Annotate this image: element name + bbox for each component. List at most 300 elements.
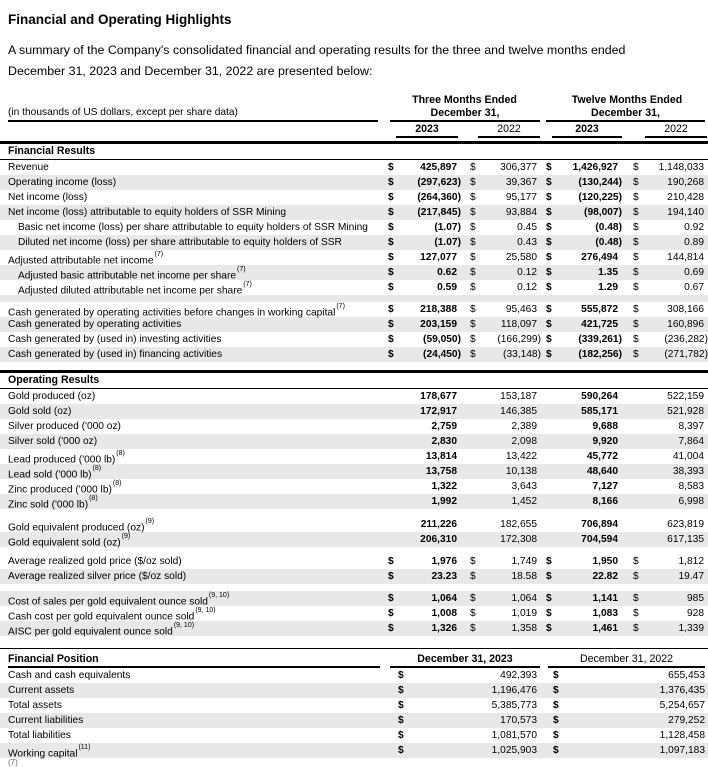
value-cell: 617,135 bbox=[667, 534, 704, 545]
footnote-cutoff: (7) bbox=[8, 758, 18, 767]
dollar-sign: $ bbox=[546, 623, 552, 634]
year-column-header: 2023 bbox=[396, 124, 458, 138]
value-cell: 41,004 bbox=[672, 451, 704, 462]
period-group-three-months: Three Months Ended bbox=[412, 94, 517, 106]
dollar-sign bbox=[470, 532, 486, 550]
dollar-sign: $ bbox=[633, 556, 639, 567]
value-cell: 0.59 bbox=[437, 282, 457, 293]
column-gap bbox=[461, 235, 470, 250]
value-cell: 1,992 bbox=[431, 496, 457, 507]
value-cell: 0.69 bbox=[684, 267, 704, 278]
dollar-sign: $ bbox=[633, 593, 639, 604]
year-column-header: 2023 bbox=[552, 124, 622, 138]
footnote-ref: (9, 10) bbox=[195, 607, 216, 614]
row-label: Revenue bbox=[8, 162, 49, 173]
value-cell: (120,225) bbox=[578, 192, 622, 203]
dollar-sign: $ bbox=[470, 349, 476, 360]
column-gap bbox=[461, 317, 470, 332]
row-label: Operating income (loss) bbox=[8, 177, 117, 188]
column-gap bbox=[461, 569, 470, 584]
dollar-sign: $ bbox=[470, 192, 476, 203]
value-cell: 178,677 bbox=[420, 391, 457, 402]
row-label: Total assets bbox=[8, 700, 62, 711]
value-cell: (339,261) bbox=[578, 334, 622, 345]
dollar-sign: $ bbox=[398, 685, 404, 696]
dollar-sign bbox=[470, 389, 486, 404]
column-gap bbox=[461, 389, 470, 404]
dollar-sign: $ bbox=[633, 222, 639, 233]
intro-text bbox=[8, 40, 708, 82]
table-row bbox=[0, 698, 708, 713]
value-cell: 2,759 bbox=[431, 421, 457, 432]
value-cell: (0.48) bbox=[595, 237, 622, 248]
table-row bbox=[0, 302, 708, 317]
value-cell: 704,594 bbox=[581, 534, 618, 545]
table-row bbox=[0, 347, 708, 362]
dollar-sign: $ bbox=[546, 349, 552, 360]
value-cell: 19.47 bbox=[678, 571, 704, 582]
dollar-sign: $ bbox=[470, 319, 476, 330]
value-cell: 0.67 bbox=[684, 282, 704, 293]
value-cell: 5,254,657 bbox=[659, 700, 705, 711]
dollar-sign: $ bbox=[388, 334, 394, 345]
dollar-sign: $ bbox=[546, 192, 552, 203]
dollar-sign: $ bbox=[470, 571, 476, 582]
row-label: Cash generated by (used in) investing activities bbox=[8, 334, 222, 345]
column-gap bbox=[622, 389, 633, 404]
dollar-sign bbox=[633, 389, 649, 404]
period-subtitle: December 31, bbox=[390, 107, 540, 122]
value-cell: 5,385,773 bbox=[491, 700, 537, 711]
value-cell: (236,282) bbox=[664, 334, 708, 345]
value-cell: 1,812 bbox=[678, 556, 704, 567]
table-row bbox=[0, 220, 708, 235]
value-cell: 421,725 bbox=[581, 319, 618, 330]
dollar-sign: $ bbox=[633, 162, 639, 173]
value-cell: 210,428 bbox=[667, 192, 704, 203]
value-cell: 7,127 bbox=[592, 481, 618, 492]
row-label: Cost of sales per gold equivalent ounce sold$^{(9, 10)}$ bbox=[8, 592, 230, 608]
financial-position-header bbox=[0, 648, 708, 668]
table-row bbox=[0, 591, 708, 606]
dollar-sign: $ bbox=[553, 715, 559, 726]
period-group-row bbox=[0, 94, 708, 107]
value-cell: 308,166 bbox=[667, 304, 704, 315]
value-cell: 1,081,570 bbox=[491, 730, 537, 741]
dollar-sign: $ bbox=[388, 222, 394, 233]
dollar-sign: $ bbox=[388, 237, 394, 248]
table-row bbox=[0, 494, 708, 509]
row-label: Adjusted diluted attributable net income per share$^{(7)}$ bbox=[18, 281, 252, 297]
dollar-sign: $ bbox=[388, 252, 394, 263]
dollar-sign: $ bbox=[546, 207, 552, 218]
table-row bbox=[0, 728, 708, 743]
value-cell: 1,452 bbox=[511, 496, 537, 507]
dollar-sign: $ bbox=[470, 334, 476, 345]
column-gap bbox=[537, 698, 553, 713]
row-label: Gold equivalent sold (oz)$^{(9)}$ bbox=[8, 533, 131, 549]
value-cell: 2,830 bbox=[431, 436, 457, 447]
table-row bbox=[0, 517, 708, 532]
table-header bbox=[0, 94, 708, 138]
dollar-sign: $ bbox=[388, 571, 394, 582]
row-label: Net income (loss) attributable to equity holders of SSR Mining bbox=[8, 207, 287, 218]
dollar-sign: $ bbox=[470, 282, 476, 293]
dollar-sign: $ bbox=[633, 207, 639, 218]
spacer-row bbox=[0, 362, 708, 370]
value-cell: 194,140 bbox=[667, 207, 704, 218]
value-cell: 13,422 bbox=[505, 451, 537, 462]
table-row bbox=[0, 479, 708, 494]
value-cell: 1.35 bbox=[598, 267, 618, 278]
value-cell: (1.07) bbox=[434, 222, 461, 233]
footnote-ref: (8) bbox=[92, 465, 102, 472]
row-label: Lead produced ('000 lb)$^{(8)}$ bbox=[8, 450, 125, 466]
dollar-sign: $ bbox=[470, 623, 476, 634]
section-header: Financial Results bbox=[0, 141, 708, 160]
column-gap bbox=[537, 668, 553, 683]
value-cell: 0.45 bbox=[517, 222, 537, 233]
dollar-sign bbox=[388, 494, 404, 512]
value-cell: 13,814 bbox=[425, 451, 457, 462]
value-cell: 160,896 bbox=[667, 319, 704, 330]
dollar-sign: $ bbox=[470, 593, 476, 604]
footnote-ref: (9, 10) bbox=[173, 622, 195, 629]
footnote-ref: (7) bbox=[243, 281, 252, 288]
page-title: Financial and Operating Highlights bbox=[8, 12, 232, 27]
value-cell: 9,688 bbox=[592, 421, 618, 432]
value-cell: 522,159 bbox=[667, 391, 704, 402]
table-row bbox=[0, 160, 708, 175]
row-label: Adjusted basic attributable net income per share$^{(7)}$ bbox=[18, 266, 246, 282]
dollar-sign: $ bbox=[388, 349, 394, 360]
value-cell: 1,976 bbox=[431, 556, 457, 567]
value-cell: 127,077 bbox=[420, 252, 457, 263]
fp-col-header: December 31, 2022 bbox=[548, 652, 705, 668]
value-cell: (59,050) bbox=[423, 334, 461, 345]
row-label: Average realized gold price ($/oz sold) bbox=[8, 556, 182, 567]
value-cell: 38,393 bbox=[672, 466, 704, 477]
dollar-sign: $ bbox=[398, 715, 404, 726]
value-cell: 985 bbox=[687, 593, 704, 604]
dollar-sign: $ bbox=[470, 267, 476, 278]
column-gap bbox=[622, 569, 633, 584]
column-gap bbox=[537, 683, 553, 698]
value-cell: 48,640 bbox=[586, 466, 618, 477]
row-label: Silver produced ('000 oz) bbox=[8, 421, 121, 432]
value-cell: 492,393 bbox=[500, 670, 537, 681]
column-gap bbox=[622, 419, 633, 434]
value-cell: (0.48) bbox=[595, 222, 622, 233]
dollar-sign: $ bbox=[633, 267, 639, 278]
dollar-sign: $ bbox=[470, 304, 476, 315]
dollar-sign: $ bbox=[546, 237, 552, 248]
dollar-sign: $ bbox=[398, 745, 404, 756]
value-cell: 1,064 bbox=[431, 593, 457, 604]
value-cell: 8,583 bbox=[678, 481, 704, 492]
value-cell: (271,782) bbox=[664, 349, 708, 360]
footnote-ref: (9) bbox=[121, 533, 131, 540]
dollar-sign: $ bbox=[388, 177, 394, 188]
value-cell: 1,141 bbox=[592, 593, 618, 604]
row-label: Cash generated by (used in) financing activities bbox=[8, 349, 223, 360]
table-row bbox=[0, 250, 708, 265]
dollar-sign bbox=[633, 532, 649, 550]
dollar-sign: $ bbox=[553, 730, 559, 741]
value-cell: 1,339 bbox=[678, 623, 704, 634]
value-cell: (24,450) bbox=[423, 349, 461, 360]
financial-position-body bbox=[0, 668, 708, 758]
column-gap bbox=[622, 532, 633, 550]
column-gap bbox=[461, 532, 470, 550]
table-row bbox=[0, 449, 708, 464]
column-gap bbox=[622, 317, 633, 332]
value-cell: 0.62 bbox=[437, 267, 457, 278]
dollar-sign: $ bbox=[470, 237, 476, 248]
value-cell: 1,376,435 bbox=[659, 685, 705, 696]
dollar-sign: $ bbox=[388, 162, 394, 173]
column-gap bbox=[461, 419, 470, 434]
column-gap bbox=[461, 160, 470, 175]
dollar-sign: $ bbox=[388, 623, 394, 634]
value-cell: 0.92 bbox=[684, 222, 704, 233]
dollar-sign: $ bbox=[553, 685, 559, 696]
dollar-sign: $ bbox=[546, 608, 552, 619]
dollar-sign: $ bbox=[398, 670, 404, 681]
dollar-sign: $ bbox=[546, 319, 552, 330]
column-gap bbox=[537, 728, 553, 743]
column-gap bbox=[622, 554, 633, 569]
table-row bbox=[0, 621, 708, 636]
dollar-sign: $ bbox=[388, 282, 394, 293]
value-cell: 8,397 bbox=[678, 421, 704, 432]
column-gap bbox=[461, 205, 470, 220]
row-label: Total liabilities bbox=[8, 730, 71, 741]
value-cell: (1.07) bbox=[434, 237, 461, 248]
value-cell: 1,196,476 bbox=[491, 685, 537, 696]
column-gap bbox=[622, 404, 633, 419]
dollar-sign: $ bbox=[633, 319, 639, 330]
dollar-sign: $ bbox=[633, 623, 639, 634]
column-gap bbox=[461, 175, 470, 190]
dollar-sign: $ bbox=[633, 571, 639, 582]
column-gap bbox=[461, 434, 470, 449]
value-cell: 1,097,183 bbox=[659, 745, 705, 756]
value-cell: 153,187 bbox=[500, 391, 537, 402]
dollar-sign: $ bbox=[388, 304, 394, 315]
year-columns-row bbox=[0, 124, 708, 138]
value-cell: 623,819 bbox=[667, 519, 704, 530]
period-subtitle: December 31, bbox=[546, 107, 705, 122]
value-cell: 1,148,033 bbox=[658, 162, 704, 173]
column-gap bbox=[622, 494, 633, 512]
dollar-sign: $ bbox=[546, 267, 552, 278]
table-row bbox=[0, 434, 708, 449]
footnote-ref: (9, 10) bbox=[208, 592, 230, 599]
dollar-sign: $ bbox=[470, 222, 476, 233]
footnote-ref: (11) bbox=[78, 744, 91, 751]
footnote-ref: (8) bbox=[89, 495, 98, 502]
value-cell: 1,064 bbox=[511, 593, 537, 604]
footnote-ref: (8) bbox=[116, 450, 125, 457]
value-cell: (182,256) bbox=[578, 349, 622, 360]
dollar-sign: $ bbox=[546, 252, 552, 263]
value-cell: 1,025,903 bbox=[491, 745, 537, 756]
footnote-ref: (7) bbox=[154, 251, 164, 258]
value-cell: (217,845) bbox=[417, 207, 461, 218]
column-gap bbox=[622, 280, 633, 298]
dollar-sign: $ bbox=[546, 222, 552, 233]
row-label: Current assets bbox=[8, 685, 75, 696]
dollar-sign: $ bbox=[398, 730, 404, 741]
footnote-ref: (8) bbox=[112, 480, 122, 487]
table-row bbox=[0, 265, 708, 280]
intro-line-1: A summary of the Company's consolidated financial and operating results for the three and twelve months ended bbox=[8, 43, 626, 57]
column-gap bbox=[461, 621, 470, 639]
table-row bbox=[0, 569, 708, 584]
dollar-sign: $ bbox=[470, 177, 476, 188]
dollar-sign: $ bbox=[388, 608, 394, 619]
table-body bbox=[0, 141, 708, 636]
value-cell: 0.12 bbox=[517, 282, 537, 293]
dollar-sign: $ bbox=[388, 556, 394, 567]
dollar-sign: $ bbox=[546, 282, 552, 293]
dollar-sign: $ bbox=[470, 556, 476, 567]
dollar-sign: $ bbox=[546, 162, 552, 173]
value-cell: 7,864 bbox=[678, 436, 704, 447]
value-cell: 1,426,927 bbox=[572, 162, 618, 173]
dollar-sign bbox=[388, 532, 404, 550]
value-cell: 585,171 bbox=[581, 406, 618, 417]
dollar-sign bbox=[546, 404, 562, 419]
value-cell: 118,097 bbox=[500, 319, 537, 330]
value-cell: 8,166 bbox=[592, 496, 618, 507]
value-cell: 144,814 bbox=[667, 252, 704, 263]
row-label: Basic net income (loss) per share attributable to equity holders of SSR Mining bbox=[18, 222, 368, 233]
dollar-sign: $ bbox=[388, 319, 394, 330]
value-cell: 1,358 bbox=[511, 623, 537, 634]
dollar-sign bbox=[470, 404, 486, 419]
table-row bbox=[0, 175, 708, 190]
dollar-sign bbox=[633, 494, 649, 512]
dollar-sign: $ bbox=[546, 571, 552, 582]
column-gap bbox=[622, 621, 633, 639]
dollar-sign: $ bbox=[633, 349, 639, 360]
column-gap bbox=[461, 220, 470, 235]
value-cell: 276,494 bbox=[581, 252, 618, 263]
column-gap bbox=[461, 190, 470, 205]
column-gap bbox=[537, 743, 553, 761]
dollar-sign: $ bbox=[633, 192, 639, 203]
dollar-sign bbox=[388, 434, 404, 449]
dollar-sign bbox=[388, 419, 404, 434]
value-cell: 9,920 bbox=[592, 436, 618, 447]
column-gap bbox=[461, 332, 470, 347]
value-cell: 25,580 bbox=[505, 252, 537, 263]
dollar-sign: $ bbox=[470, 252, 476, 263]
section-header: Financial Position bbox=[8, 652, 380, 668]
dollar-sign: $ bbox=[470, 608, 476, 619]
row-label: Cash generated by operating activities bbox=[8, 319, 182, 330]
row-label: Net income (loss) bbox=[8, 192, 88, 203]
dollar-sign: $ bbox=[470, 207, 476, 218]
dollar-sign bbox=[470, 434, 486, 449]
table-row bbox=[0, 683, 708, 698]
value-cell: (297,623) bbox=[417, 177, 461, 188]
dollar-sign bbox=[546, 419, 562, 434]
row-label: Current liabilities bbox=[8, 715, 84, 726]
value-cell: 2,098 bbox=[511, 436, 537, 447]
value-cell: 23.23 bbox=[431, 571, 457, 582]
value-cell: 22.82 bbox=[592, 571, 618, 582]
row-label: Working capital$^{(11)}$ bbox=[8, 744, 91, 760]
value-cell: 190,268 bbox=[667, 177, 704, 188]
table-row bbox=[0, 280, 708, 295]
fp-col-header: December 31, 2023 bbox=[390, 652, 540, 668]
value-cell: 306,377 bbox=[500, 162, 537, 173]
row-label: Silver sold ('000 oz) bbox=[8, 436, 98, 447]
unit-note: (in thousands of US dollars, except per share data) bbox=[8, 107, 378, 122]
dollar-sign: $ bbox=[388, 593, 394, 604]
value-cell: 0.43 bbox=[517, 237, 537, 248]
value-cell: 655,453 bbox=[668, 670, 705, 681]
value-cell: 0.89 bbox=[684, 237, 704, 248]
value-cell: 1,749 bbox=[511, 556, 537, 567]
value-cell: 1,461 bbox=[592, 623, 618, 634]
dollar-sign: $ bbox=[633, 237, 639, 248]
value-cell: 425,897 bbox=[420, 162, 457, 173]
table-row bbox=[0, 668, 708, 683]
dollar-sign: $ bbox=[546, 593, 552, 604]
dollar-sign bbox=[388, 389, 404, 404]
column-gap bbox=[622, 235, 633, 250]
dollar-sign: $ bbox=[388, 267, 394, 278]
dollar-sign: $ bbox=[546, 334, 552, 345]
table-row bbox=[0, 190, 708, 205]
dollar-sign: $ bbox=[553, 700, 559, 711]
subheader-row bbox=[0, 107, 708, 122]
dollar-sign bbox=[546, 532, 562, 550]
value-cell: 2,389 bbox=[511, 421, 537, 432]
dollar-sign: $ bbox=[553, 670, 559, 681]
dollar-sign: $ bbox=[633, 177, 639, 188]
dollar-sign: $ bbox=[633, 304, 639, 315]
column-gap bbox=[461, 494, 470, 512]
table-row bbox=[0, 713, 708, 728]
row-label: Gold sold (oz) bbox=[8, 406, 72, 417]
value-cell: 93,884 bbox=[505, 207, 537, 218]
value-cell: (98,007) bbox=[584, 207, 622, 218]
dollar-sign: $ bbox=[470, 162, 476, 173]
value-cell: 590,264 bbox=[581, 391, 618, 402]
value-cell: 18.58 bbox=[511, 571, 537, 582]
dollar-sign: $ bbox=[553, 745, 559, 756]
value-cell: 1,128,458 bbox=[659, 730, 705, 741]
value-cell: 521,928 bbox=[667, 406, 704, 417]
section-header: Operating Results bbox=[0, 370, 708, 389]
dollar-sign: $ bbox=[546, 556, 552, 567]
column-gap bbox=[461, 554, 470, 569]
table-row bbox=[0, 464, 708, 479]
column-gap bbox=[622, 332, 633, 347]
dollar-sign: $ bbox=[633, 334, 639, 345]
column-gap bbox=[622, 190, 633, 205]
dollar-sign bbox=[470, 494, 486, 512]
dollar-sign bbox=[633, 419, 649, 434]
value-cell: 95,177 bbox=[505, 192, 537, 203]
table-row bbox=[0, 532, 708, 547]
value-cell: 1,083 bbox=[592, 608, 618, 619]
